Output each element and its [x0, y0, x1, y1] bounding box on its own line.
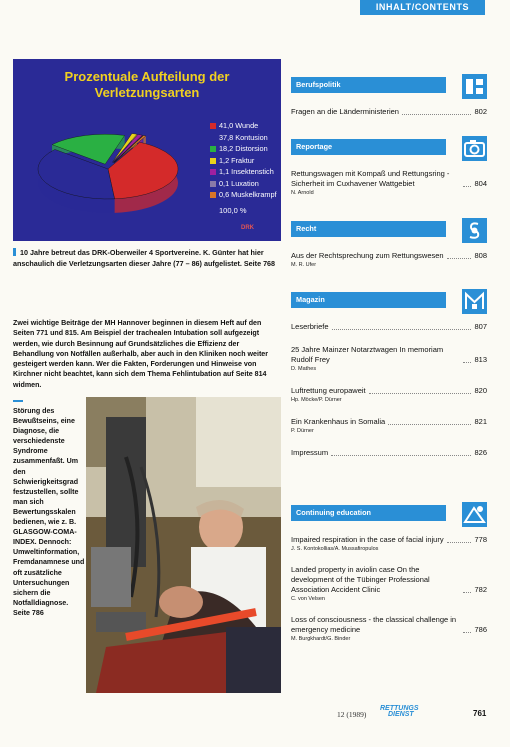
toc-page-number: 802	[474, 107, 487, 116]
magazine-logo	[380, 706, 419, 718]
toc-entry[interactable]	[291, 345, 487, 373]
magazine-icon	[462, 289, 487, 314]
toc-entries	[291, 322, 487, 458]
education-icon	[462, 502, 487, 527]
toc-page-number: 807	[474, 322, 487, 331]
toc-leader-dots	[447, 542, 472, 543]
legend-swatch	[210, 135, 216, 141]
legend-item	[210, 156, 254, 167]
toc-entries	[291, 535, 487, 643]
toc-page-number: 778	[474, 535, 487, 544]
photo-illustration	[86, 397, 281, 693]
chart-mark: DRK	[241, 225, 254, 231]
toc-entry-title: Aus der Rechtsprechung zum Rettungswesen	[291, 251, 444, 260]
toc-entries	[291, 169, 487, 197]
toc-entry-title: Impressum	[291, 448, 329, 457]
toc-leader-dots	[388, 424, 471, 425]
legend-swatch	[210, 169, 216, 175]
toc-entry-author: D. Mathes	[291, 366, 317, 372]
toc-leader-dots	[463, 592, 471, 593]
toc-entry-title: Leserbriefe	[291, 322, 329, 331]
toc-entry-author: C. von Velsen	[291, 596, 325, 602]
sidebar-marker	[13, 400, 23, 402]
toc-leader-dots	[463, 632, 471, 633]
section-header: Berufspolitik	[291, 77, 446, 93]
legend-swatch	[210, 181, 216, 187]
legend-item	[210, 121, 258, 132]
toc-leader-dots	[402, 114, 472, 115]
toc-leader-dots	[447, 258, 472, 259]
toc-leader-dots	[332, 329, 472, 330]
toc-entry-title: Ein Krankenhaus in Somalia	[291, 417, 386, 426]
toc-page-number: 804	[474, 179, 487, 188]
toc-entry[interactable]	[291, 615, 487, 643]
toc-entry-title: Luftrettung europaweit	[291, 386, 366, 395]
toc-leader-dots	[463, 186, 471, 187]
caption-marker	[13, 248, 16, 256]
toc-entry-title: Fragen an die Länderministerien	[291, 107, 399, 116]
legend-item	[210, 190, 277, 201]
legend-item	[210, 133, 268, 144]
toc-entry-title: Landed property in aviolin case On the development of the Tübinger Professional Association Accident Clinic	[291, 565, 430, 594]
toc-entry-title: Impaired respiration in the case of facial injury	[291, 535, 444, 544]
toc-entry-title: Loss of consciousness - the classical challenge in emergency medicine	[291, 615, 457, 634]
legend-label: 41,0 Wunde	[219, 121, 259, 130]
toc-entry-author: M. R. Ufer	[291, 262, 317, 268]
toc-entry-author: J. S. Kontokollias/A. Mussafiropulos	[291, 546, 379, 552]
legend-item	[210, 144, 268, 155]
contents-header: INHALT/CONTENTS	[360, 0, 485, 15]
pie-chart	[13, 59, 281, 241]
toc-entry-title: 25 Jahre Mainzer Notarztwagen In memoriam Rudolf Frey	[291, 345, 444, 364]
toc-entry-author: P. Dürner	[291, 428, 314, 434]
toc-entry[interactable]	[291, 107, 487, 117]
toc-entries	[291, 251, 487, 269]
legend-swatch	[210, 158, 216, 164]
toc-entry-author: N. Arnold	[291, 190, 314, 196]
pie-slices	[38, 134, 178, 199]
toc-entry[interactable]	[291, 386, 487, 404]
section-header: Recht	[291, 221, 446, 237]
legend-label: 0,1 Luxation	[219, 178, 259, 188]
legend-swatch	[210, 146, 216, 152]
legend-label: 37,8 Kontusion	[219, 132, 268, 142]
toc-entry-author: M. Burgkhardt/G. Binder	[291, 636, 351, 642]
chart-caption-text: 10 Jahre betreut das DRK-Oberweiler 4 Sportvereine. K. Günter hat hier anschaulich die Verletzungsarten dieser Jahre (77 – 86) aufgelistet. Seite 768	[13, 248, 276, 268]
section-header: Magazin	[291, 292, 446, 308]
issue-number: 12 (1989)	[337, 710, 367, 719]
legend-label: 0,6 Muskelkrampf	[219, 190, 277, 199]
section-header: Reportage	[291, 139, 446, 155]
toc-entries	[291, 107, 487, 117]
toc-entry[interactable]	[291, 322, 487, 332]
toc-leader-dots	[369, 393, 472, 394]
chart-title-line-1: Prozentuale Aufteilung der	[64, 69, 230, 84]
logo-line-1: RETTUNGS	[380, 705, 419, 712]
toc-entry[interactable]	[291, 251, 487, 269]
chart-caption	[13, 248, 281, 269]
toc-entry[interactable]	[291, 565, 487, 603]
toc-page-number: 813	[474, 355, 487, 364]
toc-page-number: 782	[474, 585, 487, 594]
paragraph-icon	[462, 218, 487, 243]
legend-item	[210, 167, 274, 178]
legend-item	[210, 179, 259, 190]
sidebar-text: Störung des Bewußtseins, eine Diagnose, die verschiedenste Syndrome zusammenfaßt. Um den Schwierigkeitsgrad festzustellen, sollte man sich Bewertungsskalen bedienen, wie z. B. GLASGOW-COMA-INDEX. Dennoch: Umweltinformation, Fremdanamnese und oft zusätzliche Untersuchungen sichern die Notfalldiagnose. Seite 786	[13, 407, 85, 617]
toc-page-number: 820	[474, 386, 487, 395]
legend-label: 1,2 Fraktur	[219, 155, 255, 165]
chart-total: 100,0 %	[219, 206, 247, 215]
medical-photo	[86, 397, 281, 693]
toc-entry[interactable]	[291, 448, 487, 458]
page-number: 761	[473, 709, 487, 718]
toc-entry[interactable]	[291, 417, 487, 435]
legend-swatch	[210, 192, 216, 198]
parliament-icon	[462, 74, 487, 99]
toc-entry-author: Hp. Möcke/P. Dürner	[291, 397, 342, 403]
intro-paragraph: Zwei wichtige Beiträge der MH Hannover beginnen in diesem Heft auf den Seiten 771 und 815. Am Beispiel der trachealen Intubation soll aufgezeigt werden, wie durch Besinnung auf Grundsätzliches die Effizienz der Behandlung von Notfällen außerhalb, aber auch in den Kliniken noch weiter gesteigert werden kann. Wer die Fakten, Forderungen und Hinweise von Kirchner nicht beachtet, kann sich dem Thema Fehlintubation auf Seite 814 widmen.	[13, 319, 269, 389]
legend-swatch	[210, 123, 216, 129]
toc-page-number: 826	[474, 448, 487, 457]
toc-leader-dots	[463, 362, 471, 363]
toc-page-number: 821	[474, 417, 487, 426]
chart-title	[65, 69, 230, 100]
toc-entry[interactable]	[291, 169, 487, 197]
toc-page-number: 786	[474, 625, 487, 634]
chart-title-line-2: Verletzungsarten	[94, 85, 200, 100]
logo-line-2: DIENST	[388, 711, 414, 718]
legend-label: 18,2 Distorsion	[219, 144, 268, 153]
section-header: Continuing education	[291, 505, 446, 521]
camera-icon	[462, 136, 487, 161]
toc-page-number: 808	[474, 251, 487, 260]
toc-entry[interactable]	[291, 535, 487, 553]
toc-leader-dots	[331, 455, 471, 456]
toc-entry-title: Rettungswagen mit Kompaß und Rettungsring - Sicherheit im Cuxhavener Wattgebiet	[291, 169, 450, 188]
legend-label: 1,1 Insektenstich	[219, 167, 274, 176]
